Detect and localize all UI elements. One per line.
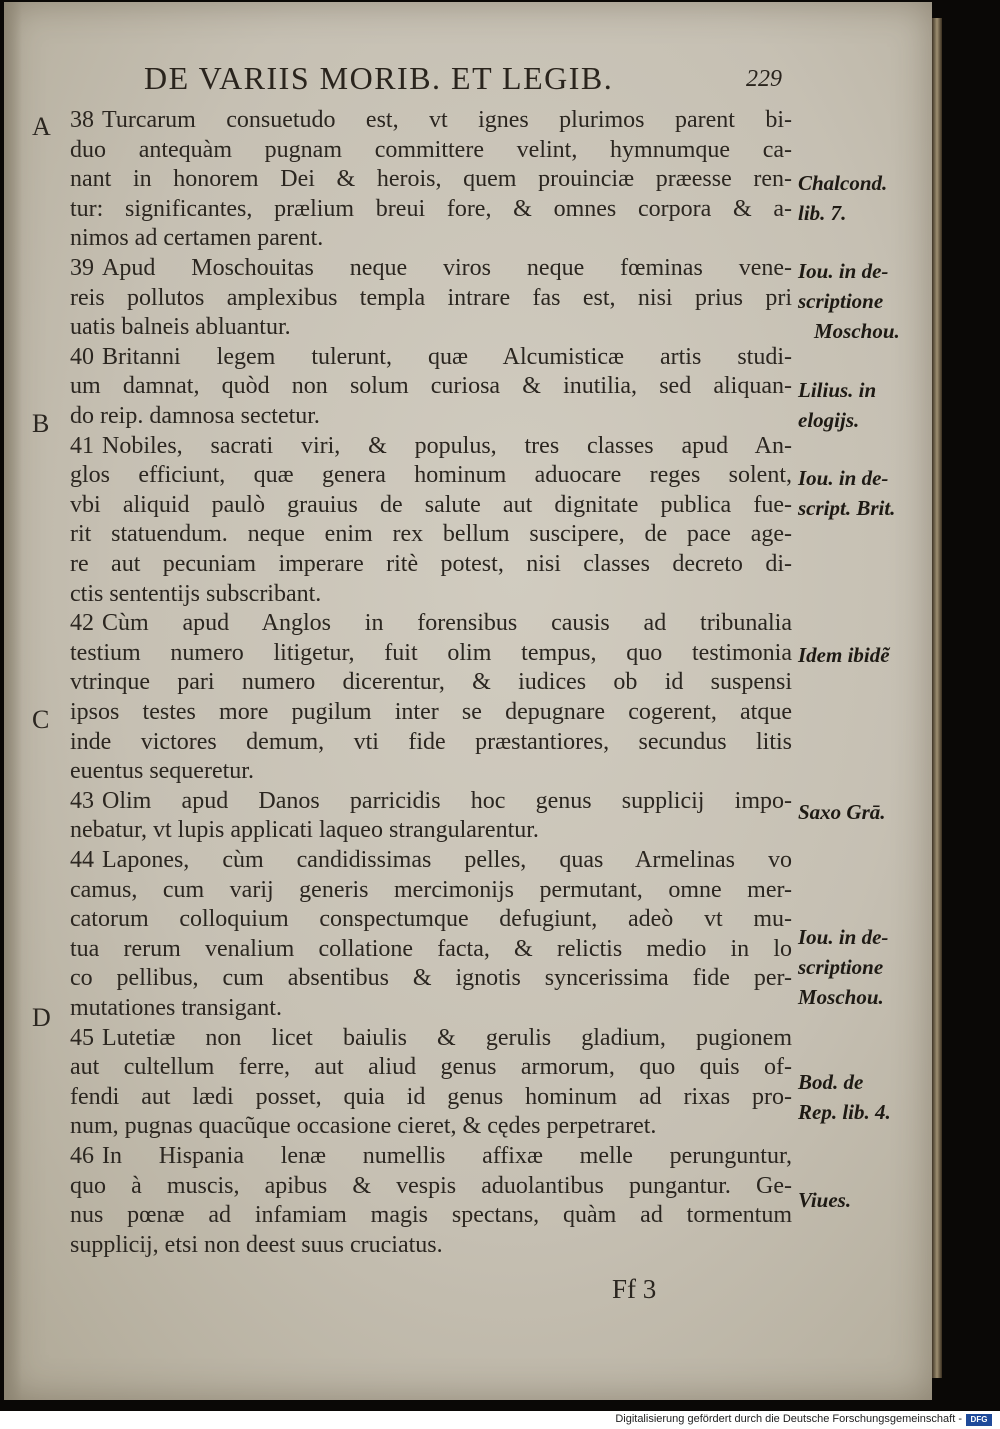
text-line <box>70 519 792 549</box>
margin-note-line: elogijs. <box>798 408 860 432</box>
margin-note-line: Moschou. <box>814 319 900 343</box>
text-line <box>70 1023 792 1053</box>
margin-note-line: Rep. lib. 4. <box>798 1100 891 1124</box>
line-text: Nobiles, sacrati viri, & populus, tres classes apud An- <box>102 432 792 459</box>
line-text: catorum colloquium conspectumque defugiunt, adeò vt mu- <box>70 906 792 933</box>
text-line <box>70 727 792 757</box>
text-line <box>70 549 792 579</box>
line-text: vtrinque pari numero dicerentur, & iudices ob id suspensi <box>70 669 792 696</box>
entry-number: 45 <box>70 1024 94 1051</box>
line-text: Lapones, cùm candidissimas pelles, quas Armelinas vo <box>102 847 792 873</box>
text-line <box>70 194 792 224</box>
text-line <box>70 786 792 816</box>
line-text: um damnat, quòd non solum curiosa & inutilia, sed aliquan- <box>70 373 792 400</box>
line-text: nimos ad certamen parent. <box>70 225 324 252</box>
line-text: nebatur, vt lupis applicati laqueo strangularentur. <box>70 817 539 844</box>
text-line <box>70 1200 792 1230</box>
text-line <box>70 312 291 342</box>
margin-note <box>798 375 876 435</box>
line-text: testium numero litigetur, fuit olim tempus, quo testimonia <box>70 639 792 666</box>
entry-number: 43 <box>70 787 94 814</box>
margin-note <box>798 463 895 523</box>
margin-note-line: Bod. de <box>798 1070 864 1094</box>
line-text: fendi aut lædi posset, quia id genus hominum ad rixas pro- <box>70 1083 792 1110</box>
binding-shadow <box>4 2 22 1400</box>
line-text: camus, cum varij generis mercimonijs permutant, omne mer- <box>70 876 792 903</box>
text-line <box>70 283 792 313</box>
margin-note-line: Moschou. <box>798 985 884 1009</box>
margin-note-line: lib. 7. <box>798 201 847 225</box>
margin-note-line: Iou. in de- <box>798 259 889 283</box>
text-line <box>70 667 792 697</box>
footer-bar <box>0 1411 1000 1429</box>
margin-note-line: Saxo Grā. <box>798 800 886 824</box>
text-line <box>70 1171 792 1201</box>
line-text: glos efficiunt, quæ genera hominum aduocare reges solent, <box>70 462 792 489</box>
text-line <box>70 401 320 431</box>
margin-note-line: Viues. <box>798 1188 852 1212</box>
section-letter-b: B <box>32 409 50 438</box>
text-line <box>70 815 539 845</box>
line-text: euentus sequeretur. <box>70 758 254 785</box>
text-line <box>70 135 792 165</box>
margin-note <box>798 922 888 1012</box>
text-line <box>70 490 792 520</box>
text-line <box>70 1082 792 1112</box>
margin-note-line: Chalcond. <box>798 171 888 195</box>
line-text: Olim apud Danos parricidis hoc genus supplicij impo- <box>102 787 792 814</box>
text-line <box>70 164 792 194</box>
text-line <box>70 1230 443 1260</box>
page-edge <box>932 18 942 1378</box>
line-text: co pellibus, cum absentibus & ignotis syncerissima fide per- <box>70 965 792 992</box>
line-text: Lutetiæ non licet baiulis & gerulis gladium, pugionem <box>102 1024 792 1051</box>
running-head: DE VARIIS MORIB. ET LEGIB. <box>144 60 614 96</box>
text-line <box>70 431 792 461</box>
margin-note <box>798 1185 851 1215</box>
margin-note-line: Lilius. in <box>798 378 877 402</box>
line-text: num, pugnas quacũque occasione cieret, & cędes perpetraret. <box>70 1113 657 1140</box>
line-text: nus pœnæ ad infamiam magis spectans, quàm ad tormentum <box>70 1202 792 1229</box>
margin-note-line: scriptione <box>798 955 884 979</box>
line-text: In Hispania lenæ numellis affixæ melle perunguntur, <box>102 1143 792 1169</box>
margin-note-line: Iou. in de- <box>798 925 889 949</box>
line-text: aut cultellum ferre, aut aliud genus armorum, quo quis of- <box>70 1054 792 1081</box>
line-text: Turcarum consuetudo est, vt ignes plurimos parent bi- <box>102 107 792 133</box>
text-line <box>70 253 792 283</box>
line-text: ipsos testes more pugilum inter se depugnare cogerent, atque <box>70 699 792 725</box>
text-line <box>70 993 282 1023</box>
line-text: vbi aliquid paulò grauius de salute aut dignitate publica fue- <box>70 491 792 518</box>
signature-mark: Ff 3 <box>612 1274 657 1304</box>
text-line <box>70 371 792 401</box>
line-text: Britanni legem tulerunt, quæ Alcumisticæ artis studi- <box>102 343 792 370</box>
margin-note-line: script. Brit. <box>798 496 896 520</box>
entry-number: 44 <box>70 847 94 873</box>
entry-number: 39 <box>70 255 94 281</box>
entry-number: 46 <box>70 1143 94 1169</box>
margin-note <box>798 256 900 346</box>
entry-number: 40 <box>70 343 94 370</box>
line-text: mutationes transigant. <box>70 995 282 1021</box>
line-text: inde victores demum, vti fide præstantiores, secundus litis <box>70 728 792 755</box>
text-line <box>70 963 792 993</box>
dfg-logo: DFG <box>966 1414 992 1426</box>
text-line <box>70 342 792 372</box>
text-line <box>70 697 792 727</box>
text-line <box>70 1111 656 1141</box>
text-line <box>70 1052 792 1082</box>
line-text: supplicij, etsi non deest suus cruciatus. <box>70 1231 443 1258</box>
text-line <box>70 638 792 668</box>
line-text: rit statuendum. neque enim rex bellum suscipere, de pace age- <box>70 521 792 548</box>
margin-note-line: scriptione <box>798 289 884 313</box>
line-text: do reip. damnosa sectetur. <box>70 403 320 429</box>
line-text: duo antequàm pugnam committere velint, hymnumque ca- <box>70 136 792 163</box>
entry-number: 41 <box>70 432 94 459</box>
line-text: re aut pecuniam imperare ritè potest, nisi classes decreto di- <box>70 551 792 577</box>
text-line <box>70 934 792 964</box>
margin-note <box>798 640 890 670</box>
text-line <box>70 608 792 638</box>
text-line <box>70 579 321 609</box>
entry-number: 42 <box>70 610 94 637</box>
section-letter-c: C <box>32 705 50 734</box>
margin-note-line: Idem ibidẽ <box>798 643 890 667</box>
line-text: tur: significantes, prælium breui fore, & omnes corpora & a- <box>70 195 792 222</box>
text-line <box>70 875 792 905</box>
line-text: tua rerum venalium collatione facta, & relictis medio in lo <box>70 935 792 962</box>
text-line <box>70 105 792 135</box>
margin-note <box>798 168 887 228</box>
section-letter-d: D <box>32 1003 51 1032</box>
margin-note <box>798 1067 891 1127</box>
section-letter-a: A <box>32 112 51 141</box>
book-page <box>4 2 932 1400</box>
line-text: reis pollutos amplexibus templa intrare fas est, nisi prius pri <box>70 284 792 311</box>
text-line <box>70 756 254 786</box>
text-line <box>70 223 323 253</box>
line-text: Cùm apud Anglos in forensibus causis ad tribunalia <box>102 610 792 637</box>
page-number: 229 <box>746 66 782 92</box>
line-text: ctis sententijs subscribant. <box>70 580 322 607</box>
footer-credit: Digitalisierung gefördert durch die Deutsche Forschungsgemeinschaft - <box>615 1413 962 1425</box>
line-text: quo à muscis, apibus & vespis aduolantibus pungantur. Ge- <box>70 1172 792 1199</box>
text-line <box>70 845 792 875</box>
margin-note-line: Iou. in de- <box>798 466 889 490</box>
text-line <box>70 460 792 490</box>
line-text: uatis balneis abluantur. <box>70 314 291 341</box>
text-line <box>70 1141 792 1171</box>
margin-note <box>798 797 886 827</box>
line-text: nant in honorem Dei & herois, quem prouinciæ præesse ren- <box>70 166 792 193</box>
entry-number: 38 <box>70 107 94 133</box>
text-line <box>70 904 792 934</box>
line-text: Apud Moschouitas neque viros neque fœminas vene- <box>102 255 792 281</box>
